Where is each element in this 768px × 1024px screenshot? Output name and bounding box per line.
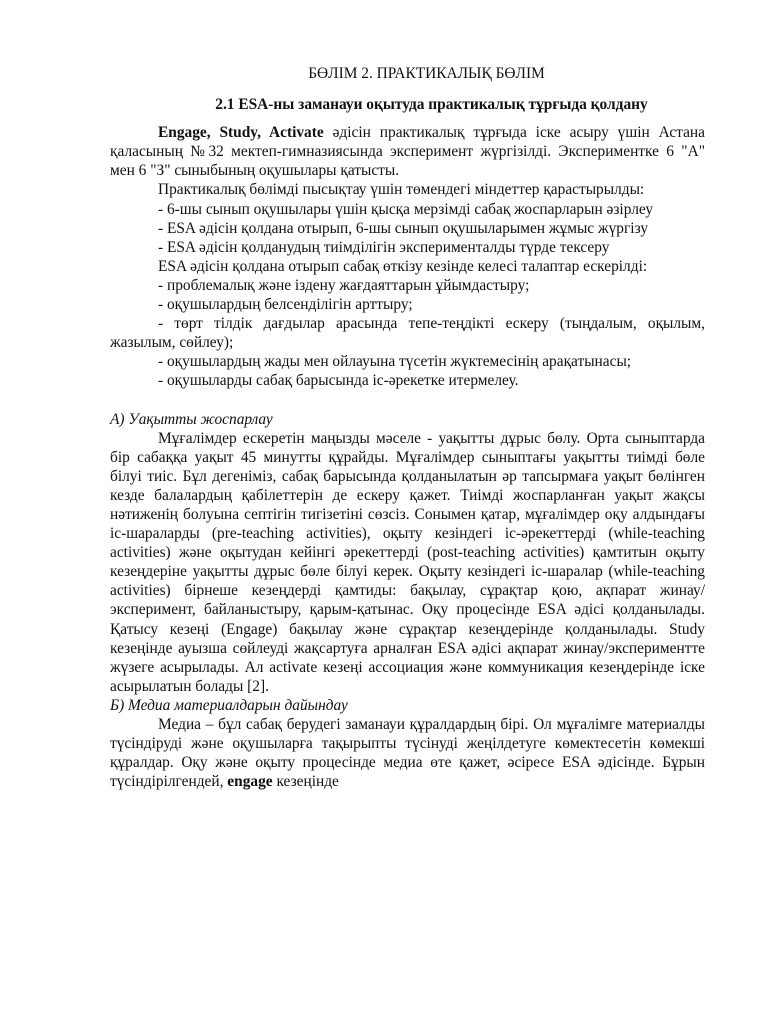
requirement-item: - проблемалық және іздену жағдаяттарын ұйымдастыру; xyxy=(158,276,530,294)
section-a-paragraph: Мұғалімдер ескеретін маңызды мәселе - уақытты дұрыс бөлу. Орта сыныптарда бір сабаққа уақыт 45 минутты құрайды. Мұғалімдер сыныптағы уақытты тиімді бөле білуі тиіс. Бұл дегеніміз, сабақ барысында қолданылатын әр тапсырмаға уақыт бөлінген кезде балалардың қабілеттерін де ескеру қажет. Тиімді жоспарланған уақыт жақсы нәтиженің болуына септігін тигізетіні сөзсіз. Сонымен қатар, мұғалімдер оқу алдындағы іс-шараларды (pre-teaching activities), оқыту кезіндегі іс-әрекеттерді (while-teaching activities) және оқытудан кейінгі әрекеттерді (post-teaching activities) қамтитын оқыту кезеңдеріне уақытты дұрыс бөле білуі керек. Оқыту кезіндегі іс-шаралар (while-teaching activities) бірнеше кезеңдерді қамтиды: бақылау, сұрақтар қою, ақпарат жинау/эксперимент, байланыстыру, қарым-қатынас. Оқу процесінде ESA әдісі қолданылады. Қатысу кезеңі (Engage) бақылау және сұрақтар кезеңдерінде қолданылады. Study кезеңінде ауызша сөйлеуді жақсартуға арналған ESA әдісі ақпарат жинау/экспериментте жүзеге асырылады. Ал activate кезеңі ассоциация және коммуникация кезеңдерінде іске асырылатын болады [2]. xyxy=(110,429,705,695)
document-page xyxy=(110,64,705,791)
requirement-item: - оқушыларды сабақ барысында іс-әрекетке итермелеу. xyxy=(158,372,519,390)
section-b-text-start: Медиа – бұл сабақ берудегі заманауи құралдардың бірі. Ол мұғалімге материалды түсіндіруді және оқушыларға тақырыпты түсінуді жеңілдетуге көмектесетін көмекші құралдар. Оқу және оқыту процесінде медиа өте қажет, әсіресе ESA әдісінде. Бұрын түсіндірілгендей, xyxy=(110,716,705,791)
section-a-heading: А) Уақытты жоспарлау xyxy=(110,410,273,428)
section-b-heading: Б) Медиа материалдарын дайындау xyxy=(110,696,348,714)
task-item: - 6-шы сынып оқушылары үшін қысқа мерзімді сабақ жоспарларын әзірлеу xyxy=(158,200,654,218)
requirements-intro-paragraph: ESA әдісін қолдана отырып сабақ өткізу кезінде келесі талаптар ескерілді: xyxy=(158,257,648,275)
tasks-intro-paragraph: Практикалық бөлімді пысықтау үшін төмендегі міндеттер қарастырылды: xyxy=(158,181,645,199)
section-b-text-end: кезеңінде xyxy=(272,773,339,791)
task-item: - ESA әдісін қолдана отырып, 6-шы сынып оқушыларымен жұмыс жүргізу xyxy=(158,219,649,237)
intro-text: әдісін практикалық тұрғыда іске асыру үшін Астана қаласының №32 мектеп-гимназиясында эксперимент жүргізілді. Экспериментке 6 "А" мен 6 "З" сыныбының оқушылары қатысты. xyxy=(110,124,705,180)
intro-paragraph xyxy=(110,123,705,180)
task-item: - ESA әдісін қолданудың тиімділігін эксперименталды түрде тексеру xyxy=(158,238,610,256)
section-b-paragraph xyxy=(110,715,705,791)
paragraph-gap xyxy=(110,391,705,410)
requirement-item: - оқушылардың жады мен ойлауына түсетін жүктемесінің арақатынасы; xyxy=(158,353,632,371)
section-b-bold-word: engage xyxy=(227,773,273,791)
section-subtitle: 2.1 ESA-ны заманауи оқытуда практикалық тұрғыда қолдану xyxy=(215,96,648,114)
intro-bold-lead: Engage, Study, Activate xyxy=(158,124,324,142)
document-title: БӨЛІМ 2. ПРАКТИКАЛЫҚ БӨЛІМ xyxy=(308,65,545,82)
requirement-item: - оқушылардың белсенділігін арттыру; xyxy=(158,296,413,314)
requirement-item: - төрт тілдік дағдылар арасында тепе-теңдікті ескеру (тыңдалым, оқылым, жазылым, сөйлеу); xyxy=(110,315,705,352)
